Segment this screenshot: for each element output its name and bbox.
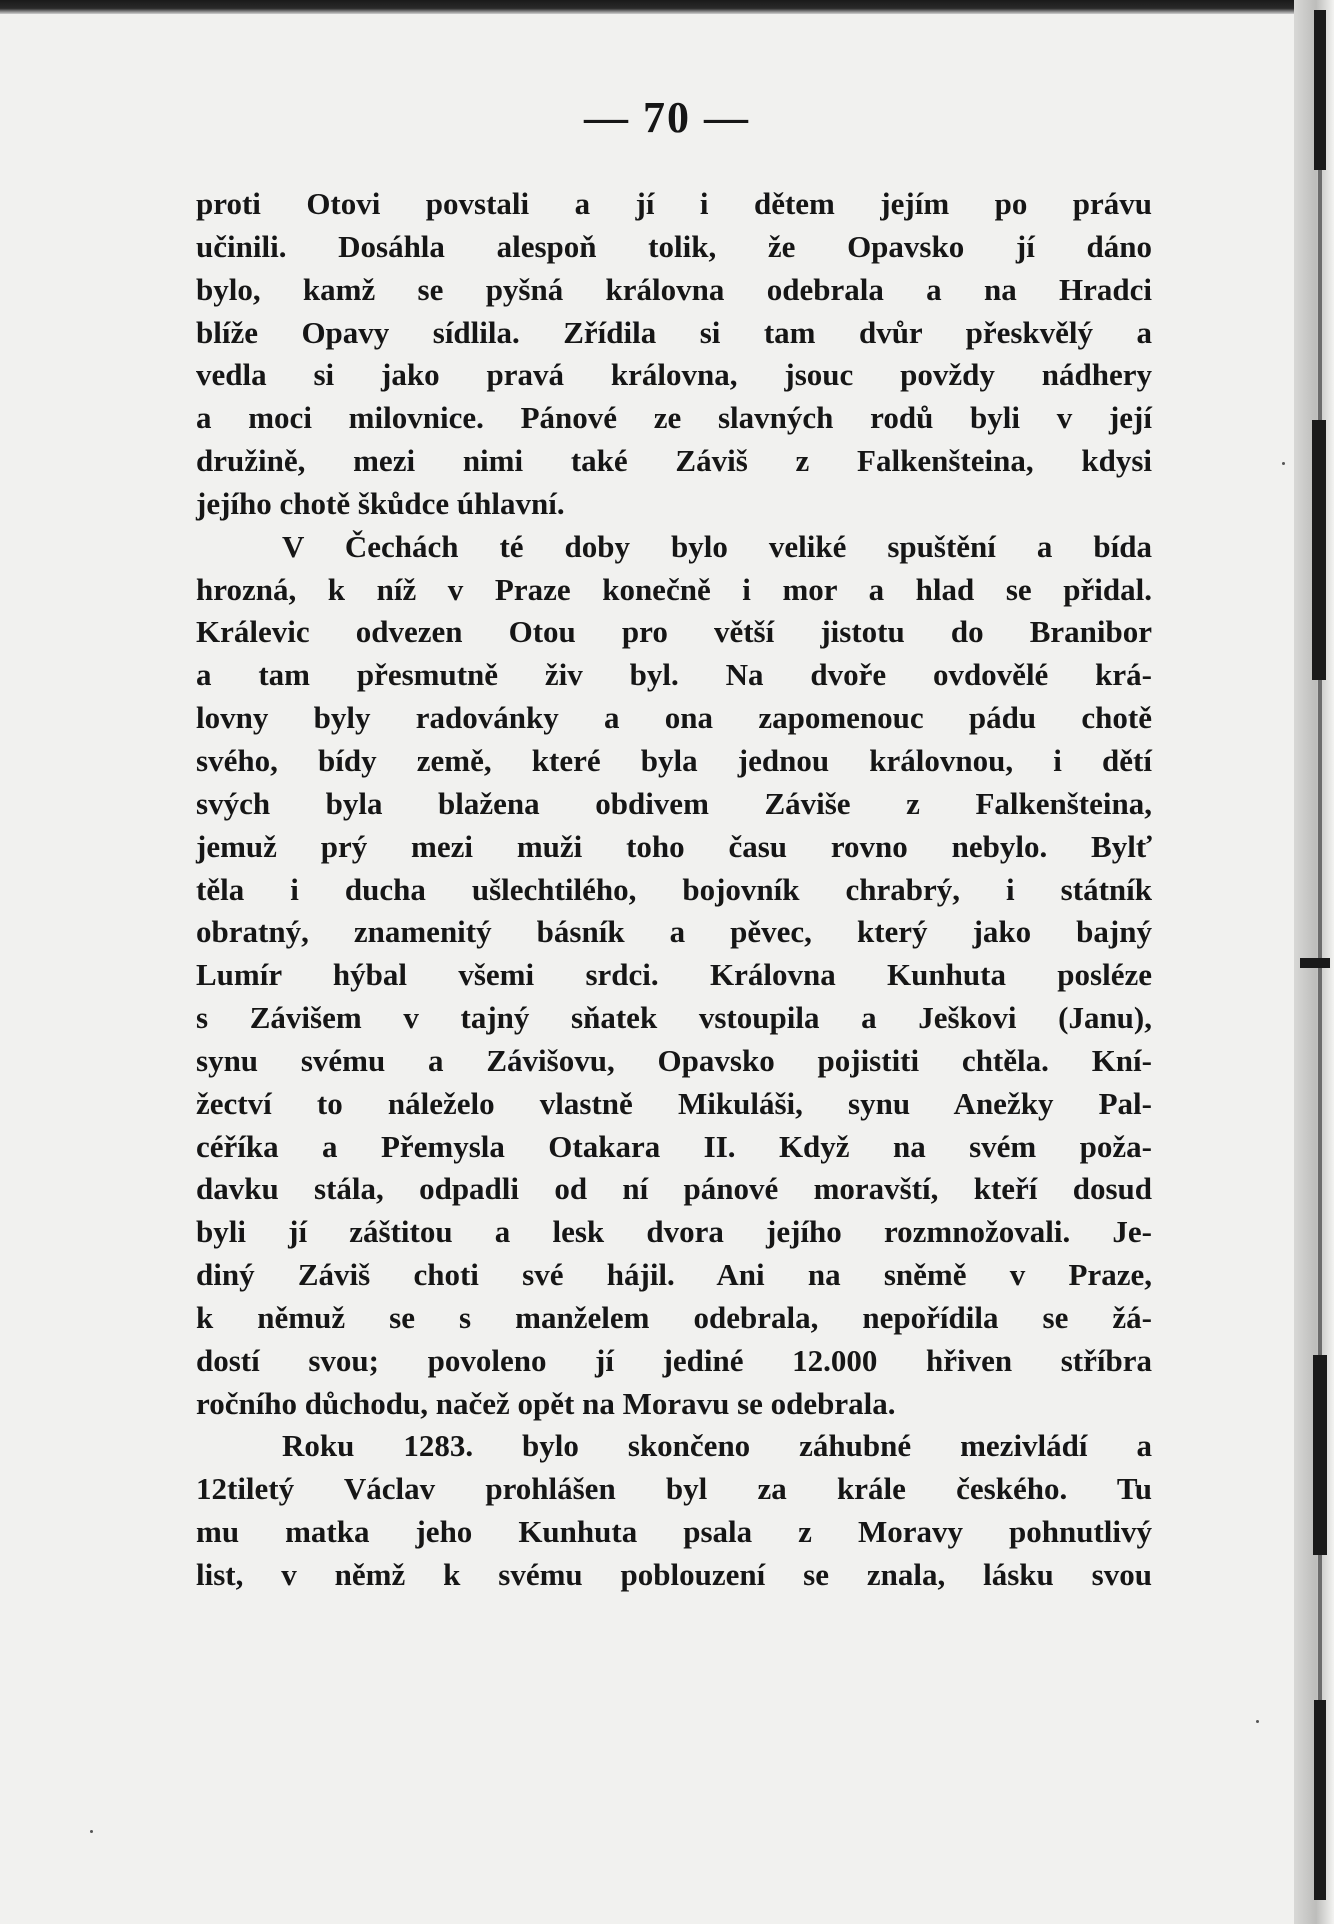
text-line: obratný, znamenitý básník a pěvec, který jako bajný xyxy=(196,914,1152,950)
text-line: synu svému a Závišovu, Opavsko pojistiti chtěla. Kní- xyxy=(196,1042,1152,1078)
binding-mark xyxy=(1300,958,1330,968)
text-line: proti Otovi povstali a jí i dětem jejím po právu xyxy=(196,186,1152,221)
paper-speck xyxy=(1256,1720,1259,1723)
scan-top-edge xyxy=(0,0,1334,14)
text-line: dostí svou; povoleno jí jediné 12.000 hřiven stříbra xyxy=(196,1342,1152,1378)
page-number: — 70 — xyxy=(584,93,750,142)
text-line: bylo, kamž se pyšná královna odebrala a na Hradci xyxy=(196,271,1152,307)
text-line: hrozná, k níž v Praze konečně i mor a hlad se přidal. xyxy=(196,571,1152,607)
text-line: céříka a Přemysla Otakara II. Když na svém poža- xyxy=(196,1128,1152,1164)
body-text xyxy=(196,183,1152,1597)
text-line: k němuž se s manželem odebrala, nepořídila se žá- xyxy=(196,1299,1152,1335)
text-line: a tam přesmutně živ byl. Na dvoře ovdovělé krá- xyxy=(196,657,1152,693)
text-line: davku stála, odpadli od ní pánové moravští, kteří dosud xyxy=(196,1171,1152,1207)
text-line: těla i ducha ušlechtilého, bojovník chrabrý, i státník xyxy=(196,871,1152,907)
text-line: byli jí záštitou a lesk dvora jejího rozmnožovali. Je- xyxy=(196,1214,1152,1250)
text-line: svého, bídy země, které byla jednou královnou, i dětí xyxy=(196,742,1152,778)
text-line: blíže Opavy sídlila. Zřídila si tam dvůr přeskvělý a xyxy=(196,314,1152,350)
paper-speck xyxy=(90,1830,93,1833)
binding-mark xyxy=(1312,420,1326,680)
binding-mark xyxy=(1314,10,1326,170)
text-line: list, v němž k svému poblouzení se znala, lásku svou xyxy=(196,1557,1152,1592)
binding-mark xyxy=(1313,1355,1327,1555)
text-line: diný Záviš choti své hájil. Ani na sněmě v Praze, xyxy=(196,1257,1152,1293)
text-line: Králevic odvezen Otou pro větší jistotu do Branibor xyxy=(196,614,1152,650)
text-line: mu matka jeho Kunhuta psala z Moravy pohnutlivý xyxy=(196,1514,1152,1550)
text-line: svých byla blažena obdivem Záviše z Falkenšteina, xyxy=(196,785,1152,821)
text-line: lovny byly radovánky a ona zapomenouc pádu chotě xyxy=(196,700,1152,736)
text-line: jejího chotě škůdce úhlavní. xyxy=(196,485,565,521)
text-line: jemuž prý mezi muži toho času rovno nebylo. Bylť xyxy=(196,828,1152,864)
text-line: 12tiletý Václav prohlášen byl za krále českého. Tu xyxy=(196,1471,1152,1507)
text-line: V Čechách té doby bylo veliké spuštění a bída xyxy=(282,528,1152,564)
paper-speck xyxy=(1282,462,1285,465)
text-line: družině, mezi nimi také Záviš z Falkenšteina, kdysi xyxy=(196,443,1152,479)
text-line: a moci milovnice. Pánové ze slavných rodů byli v její xyxy=(196,400,1152,436)
text-line: vedla si jako pravá královna, jsouc povždy nádhery xyxy=(196,357,1152,393)
text-line: ročního důchodu, načež opět na Moravu se odebrala. xyxy=(196,1385,896,1421)
text-line: žectví to náleželo vlastně Mikuláši, synu Anežky Pal- xyxy=(196,1085,1152,1121)
text-line: Roku 1283. bylo skončeno záhubné mezivládí a xyxy=(282,1428,1152,1464)
text-line: Lumír hýbal všemi srdci. Královna Kunhuta posléze xyxy=(196,957,1152,993)
text-line: učinili. Dosáhla alespoň tolik, že Opavsko jí dáno xyxy=(196,228,1152,264)
binding-mark xyxy=(1314,1700,1326,1900)
text-line: s Závišem v tajný sňatek vstoupila a Ješkovi (Janu), xyxy=(196,1000,1152,1036)
